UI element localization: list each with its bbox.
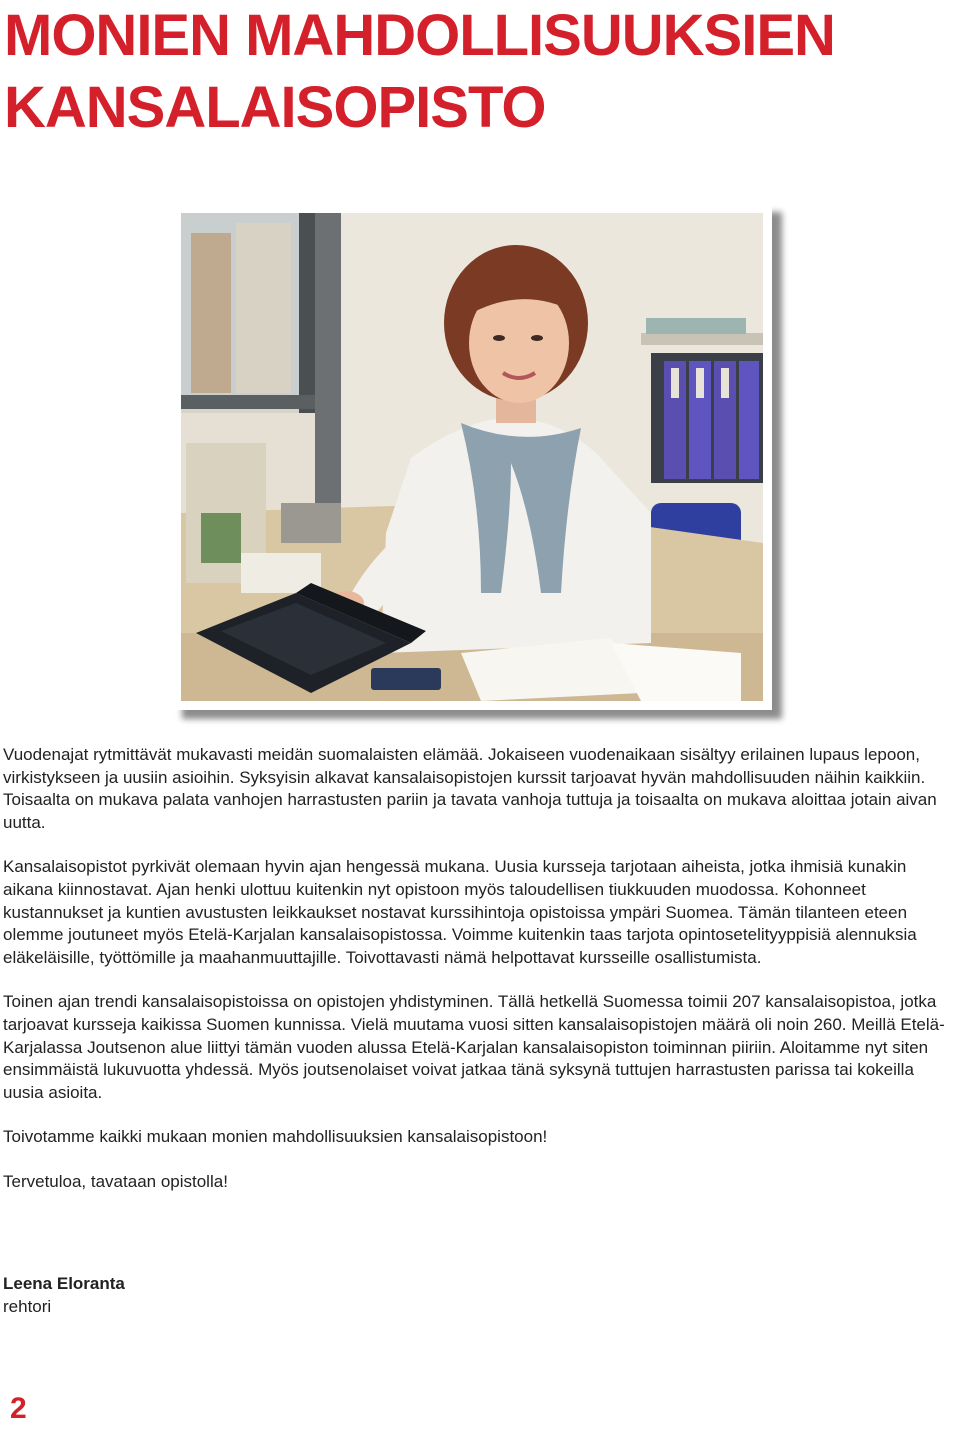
signature-name: Leena Eloranta	[3, 1274, 125, 1293]
paragraph-5: Tervetuloa, tavataan opistolla!	[3, 1171, 228, 1191]
signature-role: rehtori	[3, 1297, 52, 1316]
paragraph-2: Kansalaisopistot pyrkivät olemaan hyvin ajan hengessä mukana. Uusia kursseja tarjotaan aiheista, jotka ihmisiä kunakin aikana kiinnostavat. Ajan henki ulottuu kuitenkin nyt opistoon myös taloudellisen tiukkuuden muodossa. Kohonneet kustannukset ja kuntien avustusten leikkaukset nostavat kurssihintoja opistoissa ympäri Suomea. Tämän tilanteen eteen olemme joutuneet myös Etelä-Karjalan kansalaisopistossa. Voimme kuitenkin taas tarjota opintosetelityyppisiä alennuksia eläkeläisille, työttömille ja maahanmuuttajille. Toivottavasti nämä helpottavat kursseille osallistumista.	[3, 857, 917, 967]
woman-at-desk-photo	[181, 213, 763, 701]
page-number: 2	[10, 1392, 27, 1425]
title-line-2: KANSALAISOPISTO	[4, 75, 546, 140]
paragraph-1: Vuodenajat rytmittävät mukavasti meidän suomalaisten elämää. Jokaiseen vuodenaikaan sisältyy erilainen lupaus lepoon, virkistykseen ja uusiin asioihin. Syksyisin alkavat kansalaisopistojen kurssit tarjoavat hyvän mahdollisuuden näihin kaikkiin. Toisaalta on mukava palata vanhojen harrastusten pariin ja tavata vanhoja tuttuja ja toisaalta on mukava aloittaa jotain aivan uutta.	[3, 745, 937, 832]
photo-frame	[172, 203, 772, 710]
title-line-1: MONIEN MAHDOLLISUUKSIEN	[4, 3, 835, 68]
article-body	[3, 744, 958, 1216]
page-title	[4, 0, 835, 144]
signature	[3, 1272, 125, 1318]
paragraph-4: Toivotamme kaikki mukaan monien mahdollisuuksien kansalaisopistoon!	[3, 1127, 548, 1147]
paragraph-3: Toinen ajan trendi kansalaisopistoissa on opistojen yhdistyminen. Tällä hetkellä Suomessa toimii 207 kansalaisopistoa, jotka tarjoavat kursseja kaikissa Suomen kunnissa. Vielä muutama vuosi sitten kansalaisopistojen määrä oli noin 260. Meillä Etelä-Karjalassa Joutsenon alue liittyi tämän vuoden alussa Etelä-Karjalan kansalaisopiston toiminnan piiriin. Aloitamme nyt siten ensimmäistä lukuvuotta yhdessä. Myös joutsenolaiset voivat jatkaa tänä syksynä tuttujen harrastusten parissa tai kokeilla uusia asioita.	[3, 992, 945, 1102]
